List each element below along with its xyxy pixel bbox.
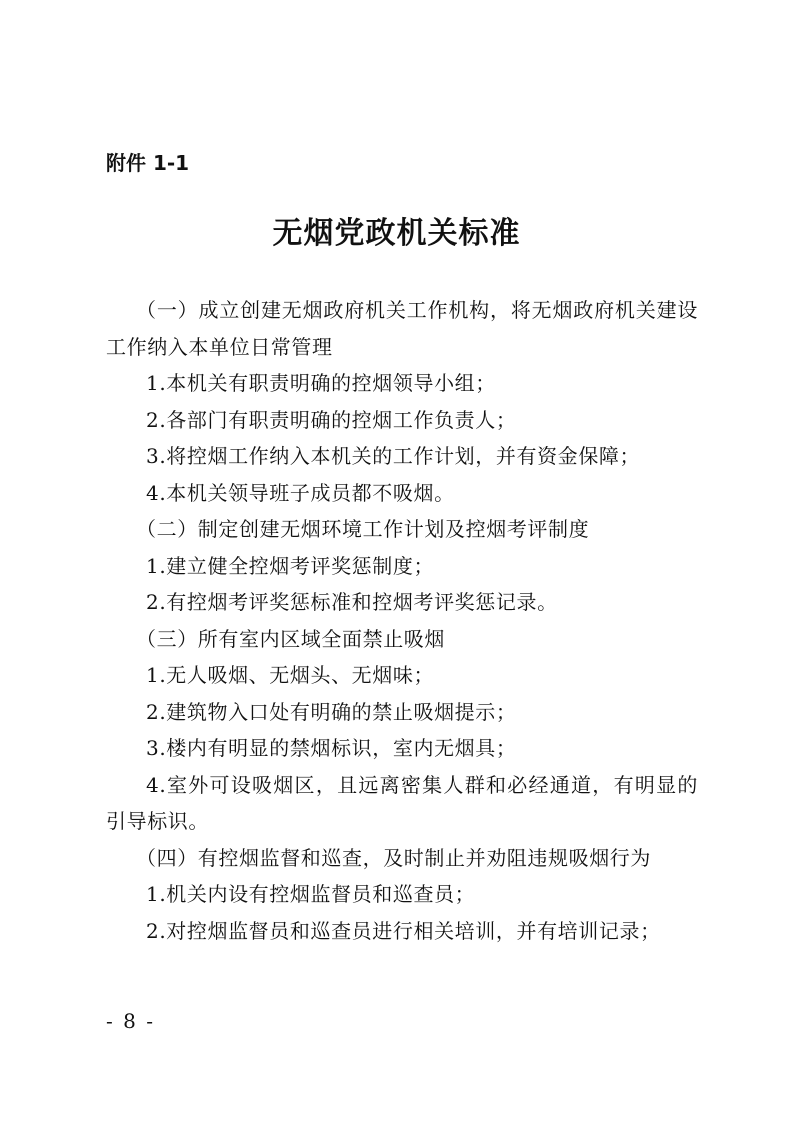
section-heading-4: （四）有控烟监督和巡查，及时制止并劝阻违规吸烟行为 xyxy=(136,845,651,870)
list-item: 4.本机关领导班子成员都不吸烟。 xyxy=(146,480,455,505)
list-item: 1.无人吸烟、无烟头、无烟味； xyxy=(146,663,435,687)
list-item: 1.机关内设有控烟监督员和巡查员； xyxy=(146,882,476,906)
section-heading-2: （二）制定创建无烟环境工作计划及控烟考评制度 xyxy=(136,517,590,541)
attachment-label: 附件 1-1 xyxy=(106,151,190,175)
list-item: 2.对控烟监督员和巡查员进行相关培训，并有培训记录； xyxy=(146,918,661,943)
list-item: 3.将控烟工作纳入本机关的工作计划，并有资金保障； xyxy=(146,444,641,468)
section-heading-1: （一）成立创建无烟政府机关工作机构，将无烟政府机关建设工作纳入本单位日常管理 xyxy=(106,298,698,359)
list-item: 1.本机关有职责明确的控烟领导小组； xyxy=(146,371,496,395)
page-number: - 8 - xyxy=(106,1009,155,1033)
section-heading-3: （三）所有室内区域全面禁止吸烟 xyxy=(136,626,445,651)
list-item: 4.室外可设吸烟区，且远离密集人群和必经通道，有明显的引导标识。 xyxy=(106,772,698,833)
list-item: 2.建筑物入口处有明确的禁止吸烟提示； xyxy=(146,699,517,724)
list-item: 2.各部门有职责明确的控烟工作负责人； xyxy=(146,407,517,432)
document-title: 无烟党政机关标准 xyxy=(272,216,521,251)
list-item: 1.建立健全控烟考评奖惩制度； xyxy=(146,553,435,578)
document-body xyxy=(106,292,698,949)
list-item: 3.楼内有明显的禁烟标识，室内无烟具； xyxy=(146,736,517,760)
list-item: 2.有控烟考评奖惩标准和控烟考评奖惩记录。 xyxy=(146,590,558,614)
